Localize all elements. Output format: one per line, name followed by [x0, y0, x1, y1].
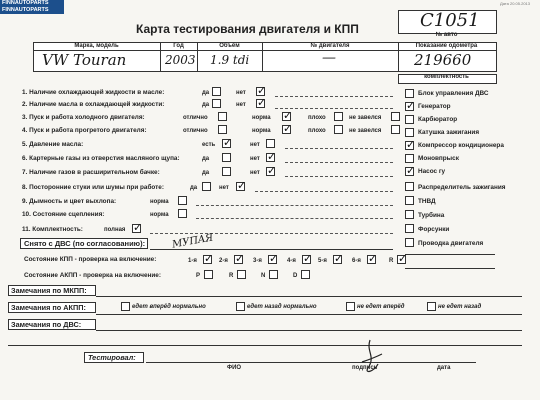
check-11-opt-full: полная: [104, 227, 126, 233]
akpp-mode-n-box[interactable]: [269, 270, 278, 279]
completeness-12-box[interactable]: [405, 238, 414, 247]
check-8-label: 8. Посторонние стуки или шумы при работе:: [22, 184, 164, 191]
completeness-11-label: Форсунки: [418, 226, 450, 233]
remarks-mkpp-line: [96, 296, 522, 297]
engine-no-header: № двигателя: [310, 43, 350, 49]
check-1-opt-no: нет: [236, 90, 246, 96]
fio-label: ФИО: [227, 365, 242, 371]
removed-label: Снято с ДВС (по согласованию):: [24, 239, 146, 248]
completeness-8-box[interactable]: [405, 182, 414, 191]
check-1-label: 1. Наличие охлаждающей жидкости в масле:: [22, 89, 165, 96]
akpp-no-back-label: не едет назад: [438, 304, 482, 310]
akpp-mode-n-label: N: [261, 273, 266, 279]
completeness-header: комплектность: [424, 74, 469, 80]
akpp-mode-p-box[interactable]: [204, 270, 213, 279]
year-header: Год: [173, 43, 184, 49]
removed-scribble: MУПAЯ: [171, 232, 215, 251]
akpp-forward-ok-box[interactable]: [121, 302, 130, 311]
kpp-gear-3-label: 3-я: [253, 258, 262, 264]
check-7-opt-yes: да: [202, 170, 210, 176]
check-2-line: [275, 108, 393, 109]
check-3-opt-excellent: отлично: [183, 115, 208, 121]
completeness-4-box[interactable]: [405, 128, 414, 137]
completeness-9-box[interactable]: [405, 196, 414, 205]
remarks-dvs-label: Замечания по ДВС:: [11, 320, 82, 329]
check-7-yes-box[interactable]: [222, 167, 231, 176]
logo-line-1: FINNAUTOPARTS: [2, 0, 49, 6]
akpp-no-back-box[interactable]: [427, 302, 436, 311]
completeness-9-label: ТНВД: [418, 198, 436, 205]
check-6-opt-no: нет: [250, 156, 260, 162]
completeness-1-label: Блок управления ДВС: [418, 90, 489, 97]
auto-no-label: № авто: [435, 32, 458, 38]
check-9-label: 9. Дымность и цвет выхлопа:: [22, 198, 117, 205]
check-5-no-box[interactable]: [266, 139, 275, 148]
check-11-line: [150, 233, 393, 234]
remarks-akpp-label: Замечания по АКПП:: [11, 303, 86, 312]
footer-line: [146, 362, 476, 363]
check-5-label: 5. Давление масла:: [22, 141, 84, 148]
kpp-gear-r-label: R: [389, 258, 394, 264]
remarks-dvs-line: [96, 330, 522, 331]
completeness-10-box[interactable]: [405, 210, 414, 219]
odometer-value: 219660: [414, 51, 472, 69]
akpp-mode-r-label: R: [229, 273, 234, 279]
check-4-nostart-box[interactable]: [391, 125, 400, 134]
check-4-opt-excellent: отлично: [183, 128, 208, 134]
check-3-label: 3. Пуск и работа холодного двигателя:: [22, 114, 145, 121]
check-9-line: [196, 205, 393, 206]
completeness-1-box[interactable]: [405, 89, 414, 98]
kpp-gear-5-label: 5-я: [318, 258, 327, 264]
completeness-3-label: Карбюратор: [418, 116, 458, 123]
kpp-label: Состояние КПП - проверка на включение:: [24, 256, 157, 263]
check-7-line: [285, 176, 393, 177]
year-value: 2003: [165, 53, 196, 67]
kpp-gear-1-label: 1-я: [188, 258, 197, 264]
akpp-back-ok-label: едет назад нормально: [247, 304, 317, 310]
check-10-label: 10. Состояние сцепления:: [22, 211, 105, 218]
check-2-opt-yes: да: [202, 102, 210, 108]
check-4-opt-nostart: не завелся: [349, 128, 382, 134]
check-4-label: 4. Пуск и работа прогретого двигателя:: [22, 127, 147, 134]
completeness-10-label: Турбина: [418, 212, 445, 219]
completeness-6-label: Моновпрыск: [418, 155, 459, 162]
page-title: Карта тестирования двигателя и КПП: [136, 22, 359, 36]
remarks-mkpp-label: Замечания по МКПП:: [11, 286, 87, 295]
akpp-label: Состояние АКПП - проверка на включение:: [24, 272, 161, 279]
akpp-forward-ok-label: едет вперёд нормально: [132, 304, 206, 310]
completeness-extra-line-1: [405, 254, 495, 255]
completeness-5-checkmark-icon: ✓: [406, 138, 416, 151]
check-6-opt-yes: да: [202, 156, 210, 162]
volume-header: Объём: [219, 43, 240, 49]
date-label: дата: [437, 365, 451, 371]
completeness-2-checkmark-icon: ✓: [406, 99, 416, 112]
check-10-opt-normal: норма: [150, 212, 169, 218]
check-10-normal-box[interactable]: [178, 209, 187, 218]
check-7-label: 7. Наличие газов в расширительном бачке:: [22, 169, 160, 176]
check-4-opt-bad: плохо: [308, 128, 326, 134]
akpp-mode-d-box[interactable]: [301, 270, 310, 279]
check-10-line: [196, 218, 393, 219]
check-5-line: [285, 148, 393, 149]
removed-line: [150, 249, 393, 250]
check-11-label: 11. Комплектность:: [22, 226, 83, 233]
remarks-akpp-line: [96, 314, 522, 315]
check-8-line: [255, 191, 393, 192]
check-3-opt-nostart: не завелся: [349, 115, 382, 121]
check-4-bad-box[interactable]: [334, 125, 343, 134]
logo-line-2: FINNAUTOPARTS: [2, 7, 49, 13]
check-1-opt-yes: да: [202, 90, 210, 96]
check-4-excellent-box[interactable]: [218, 125, 227, 134]
completeness-2-label: Генератор: [418, 103, 451, 110]
check-7-checkmark-icon: ✓: [267, 164, 277, 177]
akpp-mode-d-label: D: [293, 273, 298, 279]
check-2-label: 2. Наличие масла в охлаждающей жидкости:: [22, 101, 165, 108]
handwritten-signature: [356, 338, 386, 378]
check-6-label: 6. Картерные газы из отверстия масляного щупа:: [22, 155, 180, 162]
check-4-checkmark-icon: ✓: [283, 122, 293, 135]
completeness-11-box[interactable]: [405, 224, 414, 233]
completeness-8-label: Распределитель зажигания: [418, 184, 506, 191]
completeness-6-box[interactable]: [405, 154, 414, 163]
remarks-extra-line: [8, 345, 522, 346]
check-6-yes-box[interactable]: [222, 153, 231, 162]
check-8-yes-box[interactable]: [202, 182, 211, 191]
completeness-extra-line-2: [405, 268, 495, 269]
check-1-line: [275, 96, 393, 97]
model-value: VW Touran: [42, 51, 127, 69]
check-3-bad-box[interactable]: [334, 112, 343, 121]
check-5-opt-no: нет: [250, 142, 260, 148]
check-1-yes-box[interactable]: [212, 87, 221, 96]
engine-no-value: —: [322, 50, 336, 66]
check-3-opt-normal: норма: [252, 115, 271, 121]
check-9-normal-box[interactable]: [178, 196, 187, 205]
completeness-7-label: Насос гу: [418, 168, 446, 175]
kpp-gear-r-checkmark-icon: ✓: [398, 252, 408, 265]
akpp-mode-p-label: P: [196, 273, 201, 279]
completeness-5-label: Компрессор кондиционера: [418, 142, 504, 149]
kpp-gear-4-label: 4-я: [287, 258, 296, 264]
completeness-7-checkmark-icon: ✓: [406, 164, 416, 177]
check-8-opt-yes: да: [190, 185, 198, 191]
check-3-nostart-box[interactable]: [391, 112, 400, 121]
kpp-gear-6-checkmark-icon: ✓: [368, 252, 378, 265]
check-3-excellent-box[interactable]: [218, 112, 227, 121]
kpp-gear-2-label: 2-я: [219, 258, 228, 264]
check-7-opt-no: нет: [250, 170, 260, 176]
model-header: Марка, модель: [74, 43, 119, 49]
akpp-mode-r-box[interactable]: [237, 270, 246, 279]
car-number-value: C1051: [420, 10, 480, 31]
check-3-opt-bad: плохо: [308, 115, 326, 121]
signature-label: подпись: [352, 365, 378, 371]
akpp-back-ok-box[interactable]: [236, 302, 245, 311]
volume-value: 1.9 tdi: [210, 53, 250, 67]
akpp-no-forward-box[interactable]: [346, 302, 355, 311]
tested-label: Тестировал:: [88, 353, 136, 362]
kpp-gear-1-checkmark-icon: ✓: [204, 252, 214, 265]
completeness-12-label: Проводка двигателя: [418, 240, 484, 247]
kpp-gear-2-checkmark-icon: ✓: [235, 252, 245, 265]
check-5-checkmark-icon: ✓: [223, 136, 233, 149]
kpp-gear-6-label: 6-я: [352, 258, 361, 264]
kpp-gear-4-checkmark-icon: ✓: [303, 252, 313, 265]
completeness-3-box[interactable]: [405, 115, 414, 124]
check-4-opt-normal: норма: [252, 128, 271, 134]
check-8-checkmark-icon: ✓: [237, 179, 247, 192]
check-5-opt-yes: есть: [202, 142, 216, 148]
check-9-opt-normal: норма: [150, 199, 169, 205]
check-1-checkmark-icon: ✓: [257, 84, 267, 97]
check-2-yes-box[interactable]: [212, 99, 221, 108]
logo-badge: [0, 0, 64, 14]
odometer-header: Показание одометра: [415, 43, 478, 49]
completeness-4-label: Катушка зажигания: [418, 129, 480, 136]
corner-note: Дата 20.05.2013: [500, 1, 530, 6]
check-3-checkmark-icon: ✓: [283, 109, 293, 122]
check-11-checkmark-icon: ✓: [133, 221, 143, 234]
akpp-no-forward-label: не едет вперёд: [357, 304, 405, 310]
check-2-opt-no: нет: [236, 102, 246, 108]
kpp-gear-3-checkmark-icon: ✓: [269, 252, 279, 265]
kpp-gear-5-checkmark-icon: ✓: [334, 252, 344, 265]
check-6-line: [285, 162, 393, 163]
check-8-opt-no: нет: [219, 185, 229, 191]
check-6-checkmark-icon: ✓: [267, 150, 277, 163]
check-2-checkmark-icon: ✓: [257, 96, 267, 109]
